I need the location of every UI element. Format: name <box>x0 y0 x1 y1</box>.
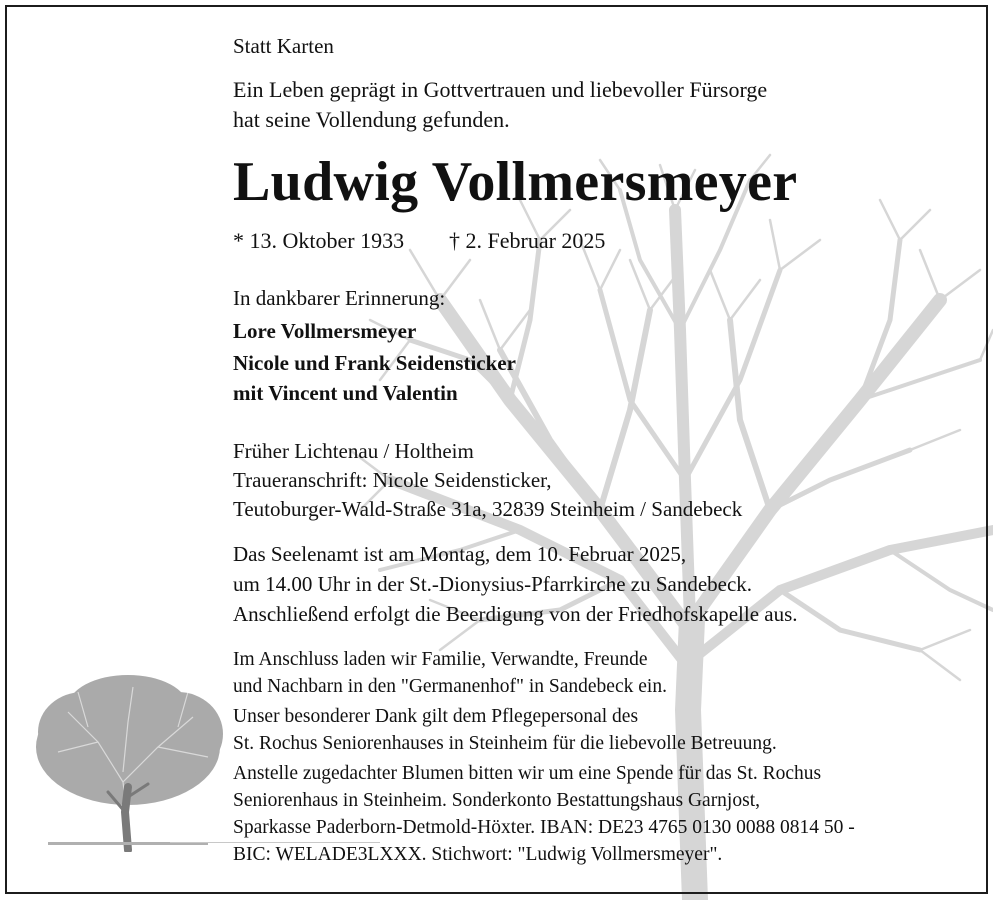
donation-line-1: Anstelle zugedachter Blumen bitten wir um eine Spende für das St. Rochus <box>233 763 822 784</box>
invitation-line-2: und Nachbarn in den "Germanenhof" in Sandebeck ein. <box>233 676 667 697</box>
mourner-line-2: Nicole und Frank Seidensticker <box>233 351 516 375</box>
mourner-line-3: mit Vincent und Valentin <box>233 381 458 405</box>
birth-date: * 13. Oktober 1933 <box>233 228 405 253</box>
donation-line-3: Sparkasse Paderborn-Detmold-Höxter. IBAN: DE23 4765 0130 0088 0814 50 - <box>233 817 855 838</box>
intro-line-1: Ein Leben geprägt in Gottvertrauen und liebevoller Fürsorge <box>233 77 768 102</box>
service-line-2: um 14.00 Uhr in der St.-Dionysius-Pfarrkirche zu Sandebeck. <box>233 572 753 596</box>
invitation-line-1: Im Anschluss laden wir Familie, Verwandte, Freunde <box>233 649 648 670</box>
notice-border <box>5 5 988 894</box>
service-line-3: Anschließend erfolgt die Beerdigung von der Friedhofskapelle aus. <box>233 602 798 626</box>
thanks-line-2: St. Rochus Seniorenhauses in Steinheim für die liebevolle Betreuung. <box>233 733 777 754</box>
deceased-name: Ludwig Vollmersmeyer <box>233 151 798 213</box>
donation-line-4: BIC: WELADE3LXXX. Stichwort: "Ludwig Vollmersmeyer". <box>233 844 723 865</box>
statt-karten: Statt Karten <box>233 34 334 58</box>
address-line-2: Traueranschrift: Nicole Seidensticker, <box>233 468 552 492</box>
mourners-intro: In dankbarer Erinnerung: <box>233 286 446 310</box>
mourner-line-1: Lore Vollmersmeyer <box>233 319 417 343</box>
address-line-3: Teutoburger-Wald-Straße 31a, 32839 Steinheim / Sandebeck <box>233 497 743 521</box>
address-line-1: Früher Lichtenau / Holtheim <box>233 439 474 463</box>
donation-line-2: Seniorenhaus in Steinheim. Sonderkonto Bestattungshaus Garnjost, <box>233 790 760 811</box>
intro-line-2: hat seine Vollendung gefunden. <box>233 107 510 132</box>
service-line-1: Das Seelenamt ist am Montag, dem 10. Februar 2025, <box>233 542 687 566</box>
thanks-line-1: Unser besonderer Dank gilt dem Pflegepersonal des <box>233 706 639 727</box>
death-date: † 2. Februar 2025 <box>449 228 606 253</box>
